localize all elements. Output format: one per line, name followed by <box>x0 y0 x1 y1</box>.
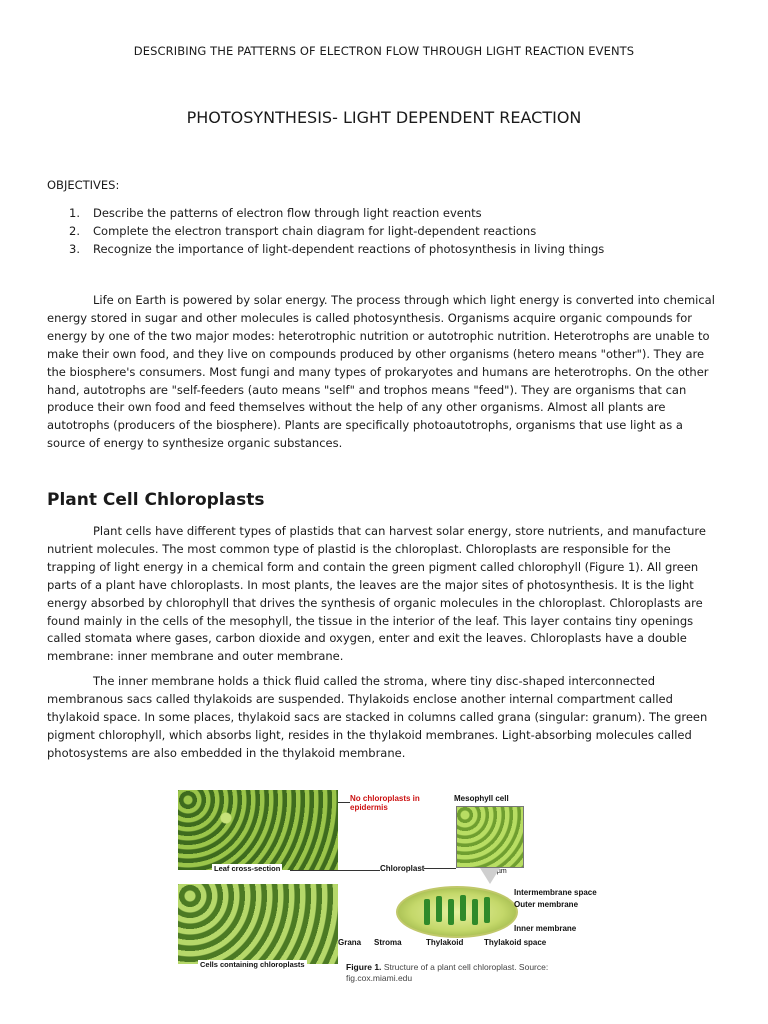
cells-containing-chloroplasts-image <box>178 884 338 964</box>
leader-line <box>338 802 350 803</box>
list-number: 3. <box>69 242 80 256</box>
outer-membrane-label: Outer membrane <box>514 900 579 909</box>
no-chloroplasts-label: No chloroplasts in epidermis <box>350 794 420 812</box>
mesophyll-cell-image <box>456 806 524 868</box>
intermembrane-space-label: Intermembrane space <box>514 888 597 897</box>
chloroplast-paragraph-1: Plant cells have different types of plastids that can harvest solar energy, store nutrients, and manufacture nutrient molecules. The most common type of plastid is the chloroplast. Chloroplasts are responsible for the trapping of light energy in a chemical form and contain the green pigment called chlorophyll (Figure 1). All green parts of a plant have chloroplasts. In most plants, the leaves are the major sites of photosynthesis. It is the light energy absorbed by chlorophyll that drives the synthesis of organic molecules in the chloroplast. Chloroplasts are found mainly in the cells of the mesophyll, the tissue in the interior of the leaf. This layer contains tiny openings called stomata where gases, carbon dioxide and oxygen, enter and exit the leaves. Chloroplasts have a double membrane: inner membrane and outer membrane. <box>47 524 706 664</box>
figure-caption <box>346 962 596 984</box>
magnify-arrow-icon <box>480 868 500 884</box>
cells-containing-label: Cells containing chloroplasts <box>200 960 305 969</box>
section-heading: Plant Cell Chloroplasts <box>47 490 265 510</box>
mesophyll-cell-label: Mesophyll cell <box>454 794 509 803</box>
list-text: Describe the patterns of electron flow through light reaction events <box>93 206 482 220</box>
leaf-cross-section-label: Leaf cross-section <box>214 864 281 873</box>
stroma-label: Stroma <box>374 938 402 947</box>
thylakoid-label: Thylakoid <box>426 938 464 947</box>
list-item <box>47 240 727 258</box>
list-number: 2. <box>69 224 80 238</box>
page-title: PHOTOSYNTHESIS- LIGHT DEPENDENT REACTION <box>186 108 582 127</box>
objectives-label: OBJECTIVES: <box>47 178 120 192</box>
caption-label: Figure 1. <box>346 962 382 972</box>
inner-membrane-label: Inner membrane <box>514 924 577 933</box>
thylakoid-stack <box>460 895 466 921</box>
list-number: 1. <box>69 206 80 220</box>
list-item <box>47 204 727 222</box>
objectives-list <box>47 204 727 258</box>
list-item <box>47 222 727 240</box>
document-header: DESCRIBING THE PATTERNS OF ELECTRON FLOW THROUGH LIGHT REACTION EVENTS <box>133 44 635 58</box>
thylakoid-stack <box>424 899 430 925</box>
list-text: Complete the electron transport chain diagram for light-dependent reactions <box>93 224 537 238</box>
list-text: Recognize the importance of light-dependent reactions of photosynthesis in living things <box>93 242 605 256</box>
chloroplast-label: Chloroplast <box>380 864 425 873</box>
thylakoid-space-label: Thylakoid space <box>484 938 547 947</box>
scale-label: 5 µm <box>491 868 507 875</box>
intro-paragraph: Life on Earth is powered by solar energy. The process through which light energy is converted into chemical energy stored in sugar and other molecules is called photosynthesis. Organisms acquire organic compounds for energy by one of the two major modes: heterotrophic nutrition or autotrophic nutrition. Heterotrophs are unable to make their own food, and they live on compounds produced by other organisms (hetero means "other"). They are the biosphere's consumers. Most fungi and many types of prokaryotes and humans are heterotrophs. On the other hand, autotrophs are "self-feeders (auto means "self" and trophos means "feed"). They are organisms that can produce their own food and feed themselves without the help of any other organisms. Almost all plants are autotrophs (producers of the biosphere). Plants are specifically photoautotrophs, organisms that use light as a source of energy to synthesize organic substances. <box>47 293 715 451</box>
chloroplast-diagram <box>396 886 518 938</box>
leaf-cross-section-image <box>178 790 338 870</box>
grana-label: Grana <box>338 938 362 947</box>
thylakoid-stack <box>436 896 442 922</box>
thylakoid-stack <box>472 899 478 925</box>
chloroplast-paragraph-2: The inner membrane holds a thick fluid called the stroma, where tiny disc-shaped interconnected membranous sacs called thylakoids are suspended. Thylakoids enclose another internal compartment called thylakoid space. In some places, thylakoid sacs are stacked in columns called grana (singular: granum). The green pigment chlorophyll, which absorbs light, resides in the thylakoid membranes. Light-absorbing molecules called photosystems are also embedded in the thylakoid membrane. <box>47 674 708 760</box>
leader-line <box>424 868 456 869</box>
leader-line <box>290 870 380 871</box>
thylakoid-stack <box>484 897 490 923</box>
thylakoid-stack <box>448 899 454 925</box>
caption-text: Structure of a plant cell chloroplast. Source: fig.cox.miami.edu <box>346 962 549 983</box>
chloroplast-figure <box>178 786 598 988</box>
